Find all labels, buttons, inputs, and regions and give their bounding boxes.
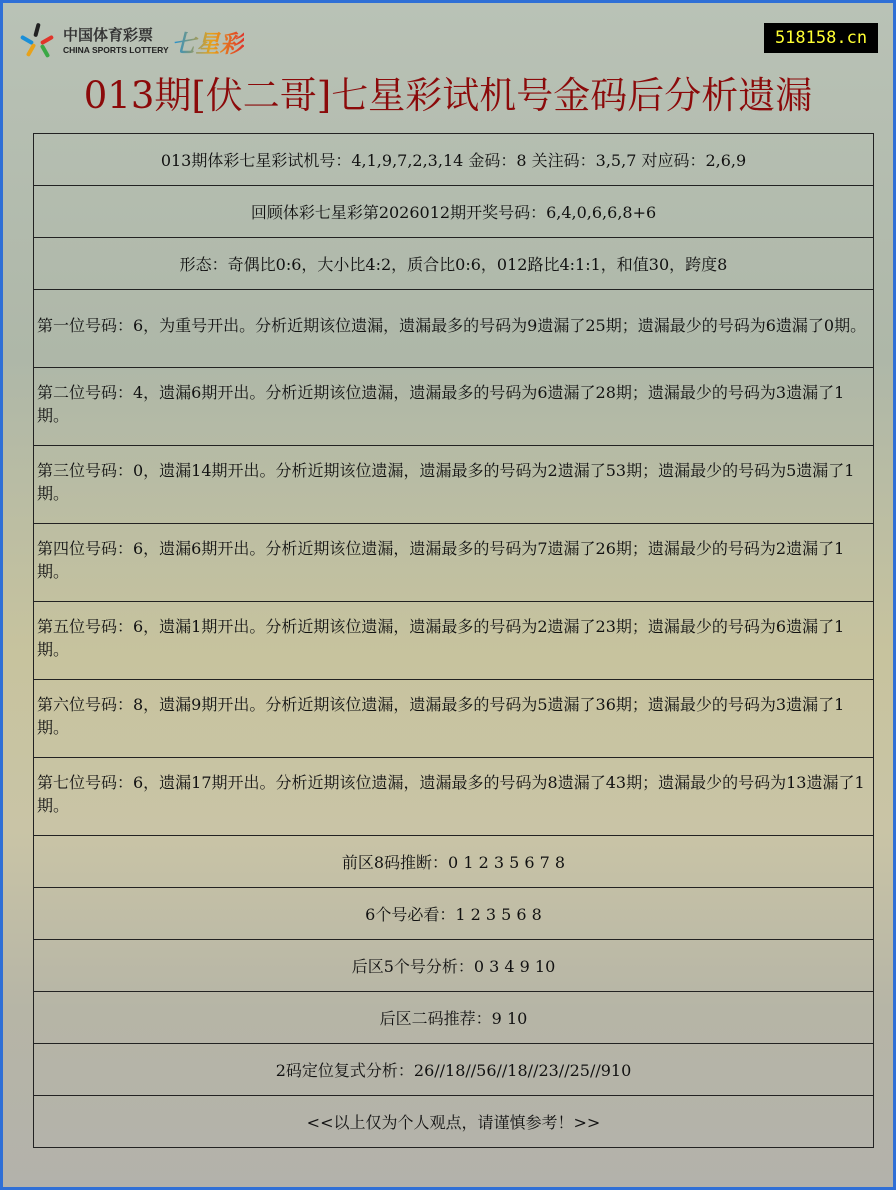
table-row <box>34 368 874 446</box>
table-row <box>34 524 874 602</box>
china-sports-lottery-logo <box>21 23 244 59</box>
table-row <box>34 888 874 940</box>
table-row <box>34 602 874 680</box>
table-row <box>34 992 874 1044</box>
must-see-6-cell: 6个号必看：1 2 3 5 6 8 <box>34 888 874 940</box>
table-row <box>34 836 874 888</box>
logo-cn-text: 中国体育彩票 <box>63 25 154 44</box>
page-title: 013期[伏二哥]七星彩试机号金码后分析遗漏 <box>83 74 813 117</box>
position-analysis-cell: 第三位号码：0，遗漏14期开出。分析近期该位遗漏，遗漏最多的号码为2遗漏了53期；遗漏最少的号码为5遗漏了1期。 <box>34 446 874 524</box>
table-row <box>34 1096 874 1148</box>
analysis-table <box>33 133 874 1148</box>
position-analysis-cell: 第六位号码：8，遗漏9期开出。分析近期该位遗漏，遗漏最多的号码为5遗漏了36期；遗漏最少的号码为3遗漏了1期。 <box>34 680 874 758</box>
position-analysis-cell: 第五位号码：6，遗漏1期开出。分析近期该位遗漏，遗漏最多的号码为2遗漏了23期；遗漏最少的号码为6遗漏了1期。 <box>34 602 874 680</box>
back-2-cell: 后区二码推荐：9 10 <box>34 992 874 1044</box>
pattern-cell: 形态：奇偶比0:6，大小比4:2，质合比0:6，012路比4:1:1，和值30，跨度8 <box>34 238 874 290</box>
site-badge[interactable]: 518158.cn <box>764 23 878 53</box>
previous-draw-cell: 回顾体彩七星彩第2026012期开奖号码：6,4,0,6,6,8+6 <box>34 186 874 238</box>
front-8-cell: 前区8码推断：0 1 2 3 5 6 7 8 <box>34 836 874 888</box>
position-analysis-cell: 第七位号码：6，遗漏17期开出。分析近期该位遗漏，遗漏最多的号码为8遗漏了43期；遗漏最少的号码为13遗漏了1期。 <box>34 758 874 836</box>
table-row <box>34 680 874 758</box>
logo-en-text: CHINA SPORTS LOTTERY <box>63 44 169 55</box>
table-row <box>34 446 874 524</box>
trial-numbers-cell: 013期体彩七星彩试机号：4,1,9,7,2,3,14 金码：8 关注码：3,5,7 对应码：2,6,9 <box>34 134 874 186</box>
table-row <box>34 758 874 836</box>
back-5-cell: 后区5个号分析：0 3 4 9 10 <box>34 940 874 992</box>
table-row <box>34 1044 874 1096</box>
table-row <box>34 238 874 290</box>
position-analysis-cell: 第二位号码：4，遗漏6期开出。分析近期该位遗漏，遗漏最多的号码为6遗漏了28期；遗漏最少的号码为3遗漏了1期。 <box>34 368 874 446</box>
positional-compound-cell: 2码定位复式分析：26//18//56//18//23//25//910 <box>34 1044 874 1096</box>
lottery-logo-icon <box>21 23 57 59</box>
disclaimer-cell: <<以上仅为个人观点，请谨慎参考！>> <box>34 1096 874 1148</box>
table-row <box>34 186 874 238</box>
table-row <box>34 940 874 992</box>
table-row <box>34 290 874 368</box>
position-analysis-cell: 第一位号码：6，为重号开出。分析近期该位遗漏，遗漏最多的号码为9遗漏了25期；遗漏最少的号码为6遗漏了0期。 <box>34 290 874 368</box>
table-row <box>34 134 874 186</box>
position-analysis-cell: 第四位号码：6，遗漏6期开出。分析近期该位遗漏，遗漏最多的号码为7遗漏了26期；遗漏最少的号码为2遗漏了1期。 <box>34 524 874 602</box>
logo-game-name: 七星彩 <box>172 24 244 59</box>
